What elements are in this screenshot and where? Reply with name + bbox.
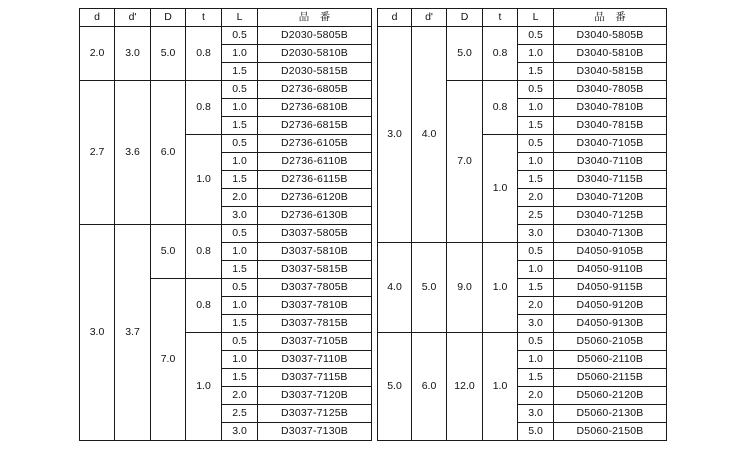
header-row [80, 9, 372, 27]
cell-t: 1.0 [483, 333, 518, 441]
header-L: L [518, 9, 554, 27]
cell-L: 0.5 [222, 135, 258, 153]
cell-part-number: D3040-7810B [554, 99, 667, 117]
cell-L: 0.5 [222, 279, 258, 297]
cell-part-number: D2736-6810B [258, 99, 372, 117]
cell-part-number: D5060-2120B [554, 387, 667, 405]
cell-L: 1.5 [222, 315, 258, 333]
cell-part-number: D2736-6815B [258, 117, 372, 135]
table-row [80, 27, 372, 45]
cell-d-prime: 6.0 [412, 333, 447, 441]
header-part-number: 品 番 [554, 9, 667, 27]
header-D: D [447, 9, 483, 27]
cell-L: 2.0 [518, 297, 554, 315]
header-part-number: 品 番 [258, 9, 372, 27]
cell-d: 4.0 [378, 243, 412, 333]
cell-L: 1.5 [518, 117, 554, 135]
cell-part-number: D3040-7815B [554, 117, 667, 135]
cell-L: 1.5 [222, 369, 258, 387]
cell-L: 1.0 [518, 261, 554, 279]
cell-part-number: D2736-6110B [258, 153, 372, 171]
cell-d-prime: 3.6 [115, 81, 151, 225]
cell-L: 0.5 [222, 333, 258, 351]
cell-part-number: D2030-5805B [258, 27, 372, 45]
cell-part-number: D3040-5815B [554, 63, 667, 81]
cell-L: 0.5 [518, 135, 554, 153]
table-row [80, 81, 372, 99]
cell-L: 0.5 [222, 27, 258, 45]
cell-L: 1.0 [222, 351, 258, 369]
cell-L: 1.5 [222, 117, 258, 135]
spec-table-left [79, 8, 372, 441]
cell-part-number: D3037-5810B [258, 243, 372, 261]
cell-d-prime: 3.0 [115, 27, 151, 81]
cell-t: 0.8 [186, 225, 222, 279]
cell-d: 2.0 [80, 27, 115, 81]
cell-part-number: D2736-6130B [258, 207, 372, 225]
cell-part-number: D3037-7120B [258, 387, 372, 405]
cell-L: 2.5 [222, 405, 258, 423]
cell-L: 2.0 [222, 189, 258, 207]
cell-L: 1.0 [222, 297, 258, 315]
cell-part-number: D5060-2130B [554, 405, 667, 423]
cell-L: 0.5 [518, 243, 554, 261]
header-t: t [483, 9, 518, 27]
header-d: d [378, 9, 412, 27]
cell-L: 1.0 [518, 45, 554, 63]
cell-L: 1.0 [222, 243, 258, 261]
cell-L: 1.5 [222, 261, 258, 279]
cell-part-number: D4050-9115B [554, 279, 667, 297]
cell-D: 5.0 [151, 225, 186, 279]
header-d-prime: d' [115, 9, 151, 27]
cell-d: 2.7 [80, 81, 115, 225]
cell-part-number: D3037-7815B [258, 315, 372, 333]
cell-L: 3.0 [518, 405, 554, 423]
cell-D: 5.0 [151, 27, 186, 81]
header-d-prime: d' [412, 9, 447, 27]
cell-d: 3.0 [378, 27, 412, 243]
cell-part-number: D4050-9130B [554, 315, 667, 333]
cell-L: 2.0 [518, 387, 554, 405]
cell-part-number: D3040-7120B [554, 189, 667, 207]
cell-L: 1.0 [222, 45, 258, 63]
table-row [378, 333, 667, 351]
cell-t: 0.8 [483, 81, 518, 135]
cell-D: 6.0 [151, 81, 186, 225]
header-t: t [186, 9, 222, 27]
cell-part-number: D2030-5810B [258, 45, 372, 63]
cell-part-number: D3040-7125B [554, 207, 667, 225]
cell-L: 1.0 [222, 99, 258, 117]
cell-part-number: D2736-6120B [258, 189, 372, 207]
table-row [378, 243, 667, 261]
cell-part-number: D4050-9110B [554, 261, 667, 279]
cell-D: 5.0 [447, 27, 483, 81]
cell-L: 1.5 [518, 171, 554, 189]
cell-L: 0.5 [518, 333, 554, 351]
cell-D: 9.0 [447, 243, 483, 333]
table-row [80, 225, 372, 243]
cell-part-number: D3037-7115B [258, 369, 372, 387]
cell-part-number: D3037-7125B [258, 405, 372, 423]
cell-L: 1.0 [222, 153, 258, 171]
cell-part-number: D2736-6105B [258, 135, 372, 153]
cell-d-prime: 5.0 [412, 243, 447, 333]
cell-part-number: D3037-7130B [258, 423, 372, 441]
cell-L: 1.0 [518, 153, 554, 171]
cell-L: 0.5 [518, 27, 554, 45]
cell-L: 1.0 [518, 351, 554, 369]
cell-t: 0.8 [186, 81, 222, 135]
cell-part-number: D3037-7110B [258, 351, 372, 369]
cell-L: 2.5 [518, 207, 554, 225]
cell-part-number: D5060-2150B [554, 423, 667, 441]
cell-part-number: D2736-6805B [258, 81, 372, 99]
cell-part-number: D3037-7105B [258, 333, 372, 351]
cell-part-number: D3040-7105B [554, 135, 667, 153]
cell-part-number: D3040-7115B [554, 171, 667, 189]
cell-part-number: D3040-7130B [554, 225, 667, 243]
cell-L: 5.0 [518, 423, 554, 441]
cell-t: 0.8 [186, 279, 222, 333]
cell-L: 3.0 [518, 315, 554, 333]
cell-part-number: D3037-5815B [258, 261, 372, 279]
cell-t: 0.8 [483, 27, 518, 81]
cell-L: 1.5 [518, 279, 554, 297]
cell-D: 7.0 [447, 81, 483, 243]
cell-L: 0.5 [222, 81, 258, 99]
cell-L: 1.5 [222, 63, 258, 81]
cell-part-number: D3040-7805B [554, 81, 667, 99]
cell-d-prime: 4.0 [412, 27, 447, 243]
cell-t: 1.0 [483, 243, 518, 333]
cell-t: 1.0 [483, 135, 518, 243]
cell-part-number: D3040-7110B [554, 153, 667, 171]
cell-d-prime: 3.7 [115, 225, 151, 441]
cell-part-number: D3037-5805B [258, 225, 372, 243]
cell-part-number: D3037-7805B [258, 279, 372, 297]
cell-L: 0.5 [518, 81, 554, 99]
cell-L: 3.0 [518, 225, 554, 243]
cell-part-number: D2030-5815B [258, 63, 372, 81]
header-L: L [222, 9, 258, 27]
cell-part-number: D5060-2105B [554, 333, 667, 351]
cell-part-number: D5060-2110B [554, 351, 667, 369]
cell-L: 1.5 [518, 369, 554, 387]
cell-part-number: D2736-6115B [258, 171, 372, 189]
cell-part-number: D3040-5810B [554, 45, 667, 63]
cell-part-number: D3037-7810B [258, 297, 372, 315]
cell-L: 1.5 [222, 171, 258, 189]
cell-L: 1.5 [518, 63, 554, 81]
cell-L: 3.0 [222, 423, 258, 441]
cell-t: 1.0 [186, 333, 222, 441]
cell-L: 2.0 [518, 189, 554, 207]
header-d: d [80, 9, 115, 27]
cell-L: 3.0 [222, 207, 258, 225]
cell-t: 1.0 [186, 135, 222, 225]
cell-part-number: D4050-9105B [554, 243, 667, 261]
header-D: D [151, 9, 186, 27]
cell-L: 2.0 [222, 387, 258, 405]
header-row [378, 9, 667, 27]
cell-D: 7.0 [151, 279, 186, 441]
table-row [378, 27, 667, 45]
cell-d: 3.0 [80, 225, 115, 441]
cell-d: 5.0 [378, 333, 412, 441]
cell-part-number: D5060-2115B [554, 369, 667, 387]
cell-part-number: D3040-5805B [554, 27, 667, 45]
cell-L: 0.5 [222, 225, 258, 243]
spec-table-right [377, 8, 667, 441]
cell-L: 1.0 [518, 99, 554, 117]
cell-t: 0.8 [186, 27, 222, 81]
cell-part-number: D4050-9120B [554, 297, 667, 315]
cell-D: 12.0 [447, 333, 483, 441]
